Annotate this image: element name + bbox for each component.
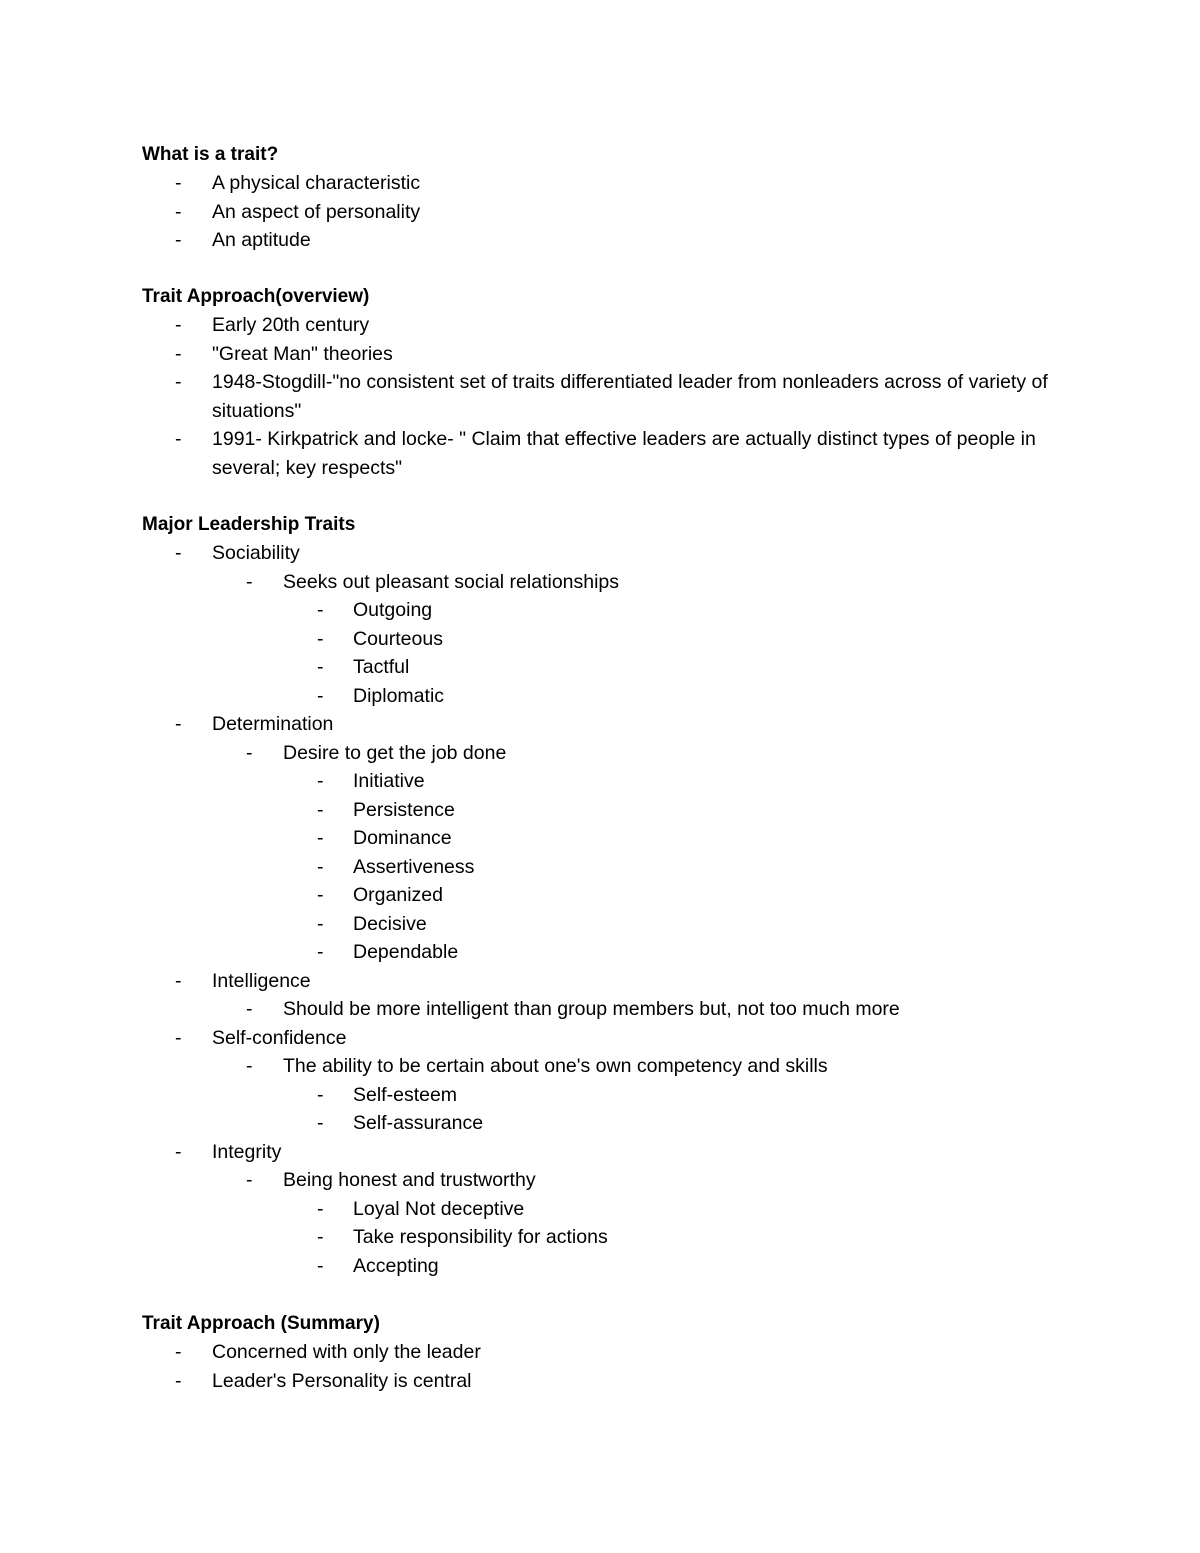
trait-description — [142, 568, 1102, 597]
trait-subitem-text: Initiative — [353, 770, 425, 792]
trait-description-text: The ability to be certain about one's own competency and skills — [283, 1055, 828, 1077]
bullet-dash: - — [317, 684, 324, 707]
bullet-dash: - — [246, 1055, 253, 1077]
section-trait-approach-overview — [142, 283, 1102, 482]
list-item-text: "Great Man" theories — [212, 342, 393, 365]
bullet-dash: - — [175, 1369, 182, 1392]
bullet-dash: - — [317, 1112, 324, 1134]
bullet-dash: - — [317, 1254, 324, 1277]
trait-subitem — [142, 824, 1102, 853]
bullet-dash: - — [317, 770, 324, 792]
bullet-dash: - — [175, 1341, 182, 1363]
list-item — [142, 226, 1102, 255]
bullet-dash: - — [317, 912, 324, 935]
bullet-dash: - — [175, 969, 182, 992]
bullet-dash: - — [175, 371, 182, 393]
trait-subitem-text: Diplomatic — [353, 684, 445, 707]
trait-item — [142, 710, 1102, 739]
list-item — [142, 1367, 1102, 1396]
trait-name: Sociability — [212, 542, 300, 564]
list-item — [142, 1338, 1102, 1367]
trait-subitem-text: Self-esteem — [353, 1083, 458, 1106]
bullet-dash: - — [246, 570, 253, 593]
bullet-dash: - — [175, 342, 182, 365]
trait-subitem-text: Dominance — [353, 827, 452, 849]
bullet-dash: - — [246, 998, 253, 1020]
trait-item — [142, 539, 1102, 568]
trait-item — [142, 1024, 1102, 1053]
trait-subitem-text: Dependable — [353, 941, 459, 963]
list-item-text: An aspect of personality — [212, 200, 421, 223]
trait-description-text: Seeks out pleasant social relationships — [283, 570, 620, 593]
trait-subitem — [142, 881, 1102, 910]
bullet-dash: - — [175, 542, 182, 564]
bullet-dash: - — [317, 1083, 324, 1106]
trait-description — [142, 1166, 1102, 1195]
trait-subitem — [142, 910, 1102, 939]
bullet-dash: - — [317, 599, 324, 621]
list-item — [142, 368, 1102, 425]
trait-name: Intelligence — [212, 969, 311, 992]
trait-subitem-text: Self-assurance — [353, 1112, 484, 1134]
bullet-dash: - — [175, 229, 182, 251]
trait-subitem — [142, 938, 1102, 967]
list-item-text: Early 20th century — [212, 314, 370, 336]
trait-subitem — [142, 767, 1102, 796]
bullet-dash: - — [175, 172, 182, 194]
bullet-dash: - — [317, 827, 324, 849]
list-item-text: 1948-Stogdill-"no consistent set of traits differentiated leader from nonleaders across of variety of situations" — [212, 371, 1048, 422]
list-item — [142, 169, 1102, 198]
trait-subitem-text: Loyal Not deceptive — [353, 1197, 525, 1220]
trait-description-text: Being honest and trustworthy — [283, 1169, 536, 1191]
bullet-dash: - — [317, 656, 324, 678]
section-heading: Trait Approach (Summary) — [142, 1313, 380, 1334]
trait-subitem-text: Take responsibility for actions — [353, 1226, 608, 1248]
trait-description-text: Should be more intelligent than group members but, not too much more — [283, 998, 900, 1020]
trait-subitem — [142, 596, 1102, 625]
list-item — [142, 340, 1102, 369]
section-major-leadership-traits — [142, 511, 1102, 1280]
trait-subitem-text: Outgoing — [353, 599, 433, 621]
trait-subitem — [142, 682, 1102, 711]
section-heading: Trait Approach(overview) — [142, 286, 370, 307]
list-item-text: An aptitude — [212, 229, 311, 251]
bullet-dash: - — [317, 855, 324, 878]
trait-subitem — [142, 1223, 1102, 1252]
trait-subitem — [142, 625, 1102, 654]
trait-subitem-text: Accepting — [353, 1254, 439, 1277]
list-item — [142, 311, 1102, 340]
list-item-text: A physical characteristic — [212, 172, 421, 194]
section-trait-approach-summary — [142, 1310, 1102, 1395]
trait-subitem-text: Decisive — [353, 912, 427, 935]
bullet-dash: - — [317, 1197, 324, 1220]
trait-subitem-text: Persistence — [353, 798, 455, 821]
trait-subitem — [142, 1109, 1102, 1138]
list-item-text: Concerned with only the leader — [212, 1341, 481, 1363]
trait-subitem — [142, 1252, 1102, 1281]
trait-subitem-text: Assertiveness — [353, 855, 475, 878]
list-item — [142, 198, 1102, 227]
bullet-dash: - — [317, 627, 324, 650]
trait-name: Self-confidence — [212, 1026, 347, 1049]
bullet-dash: - — [175, 314, 182, 336]
bullet-dash: - — [317, 884, 324, 906]
bullet-dash: - — [246, 1169, 253, 1191]
section-heading: What is a trait? — [142, 144, 279, 165]
trait-description-text: Desire to get the job done — [283, 741, 507, 764]
trait-item — [142, 1138, 1102, 1167]
bullet-dash: - — [175, 1140, 182, 1163]
bullet-dash: - — [317, 798, 324, 821]
bullet-dash: - — [175, 1026, 182, 1049]
bullet-dash: - — [175, 200, 182, 223]
trait-description — [142, 1052, 1102, 1081]
bullet-dash: - — [246, 741, 253, 764]
trait-subitem — [142, 796, 1102, 825]
bullet-dash: - — [175, 713, 182, 735]
trait-subitem — [142, 653, 1102, 682]
list-item-text: Leader's Personality is central — [212, 1369, 472, 1392]
list-item — [142, 425, 1102, 482]
trait-item — [142, 967, 1102, 996]
bullet-dash: - — [175, 428, 182, 450]
trait-subitem — [142, 853, 1102, 882]
trait-subitem-text: Courteous — [353, 627, 443, 650]
section-heading: Major Leadership Traits — [142, 514, 356, 535]
bullet-dash: - — [317, 941, 324, 963]
trait-name: Integrity — [212, 1140, 282, 1163]
trait-subitem — [142, 1195, 1102, 1224]
trait-subitem-text: Organized — [353, 884, 443, 906]
list-item-text: 1991- Kirkpatrick and locke- " Claim that effective leaders are actually distinct types of people in several; key respects" — [212, 428, 1036, 479]
trait-subitem — [142, 1081, 1102, 1110]
section-what-is-a-trait — [142, 141, 1102, 255]
bullet-dash: - — [317, 1226, 324, 1248]
trait-subitem-text: Tactful — [353, 656, 410, 678]
trait-description — [142, 739, 1102, 768]
trait-description — [142, 995, 1102, 1024]
trait-name: Determination — [212, 713, 334, 735]
